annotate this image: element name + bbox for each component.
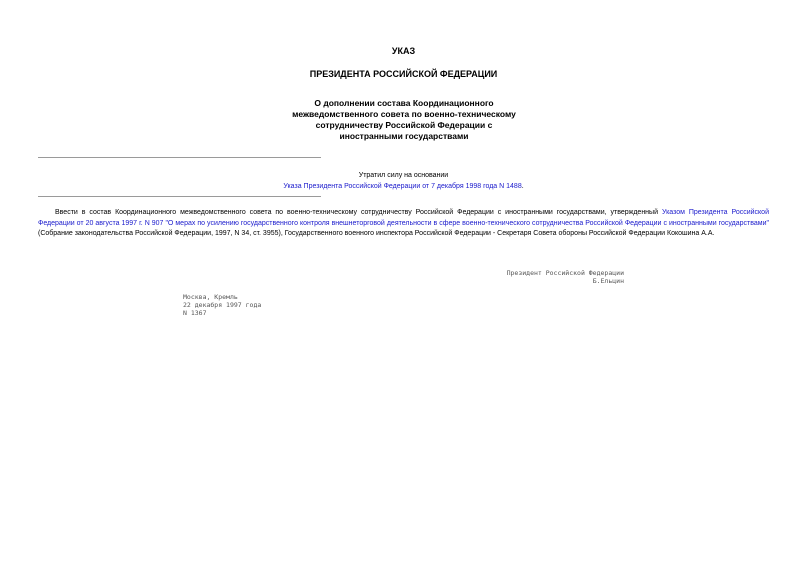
repeal-note-label: Утратил силу на основании bbox=[358, 172, 449, 179]
divider-top bbox=[38, 157, 321, 158]
signing-date: 22 декабря 1997 года bbox=[183, 301, 262, 309]
divider-bottom bbox=[38, 196, 321, 197]
subject-line: сотрудничеству Российской Федерации с bbox=[315, 120, 493, 130]
body-text-start: Ввести в состав Координационного межведомственного совета по военно-техническому сотрудничеству Российской Федерации с иностранными государствами, утвержденный bbox=[55, 209, 662, 216]
repeal-note-reference bbox=[0, 181, 807, 192]
repeal-decree-link[interactable]: Указа Президента Российской Федерации от 7 декабря 1998 года N 1488 bbox=[283, 183, 522, 190]
issuer-heading: ПРЕЗИДЕНТА РОССИЙСКОЙ ФЕДЕРАЦИИ bbox=[309, 69, 498, 79]
subject-line: О дополнении состава Координационного bbox=[314, 98, 494, 108]
decree-number: N 1367 bbox=[183, 309, 207, 317]
decree-907-link[interactable]: Указом Президента Российской Федерации от 20 августа 1997 г. N 907 "О мерах по усилению государственного контроля внешнеторговой деятельности в сфере военно-технического сотрудничества Российской Федерации с иностранными государствами" bbox=[38, 209, 769, 227]
subject-line: иностранными государствами bbox=[339, 131, 469, 141]
document-subject bbox=[268, 98, 540, 142]
body-text-end: (Собрание законодательства Российской Федерации, 1997, N 34, ст. 3955), Государственного военного инспектора Российской Федерации - Секретаря Совета обороны Российской Федерации Кокошина А.А. bbox=[38, 230, 715, 237]
repeal-note-suffix: . bbox=[521, 183, 524, 190]
subject-line: межведомственного совета по военно-техническому bbox=[292, 109, 516, 119]
repeal-note bbox=[0, 170, 807, 192]
signing-place: Москва, Кремль bbox=[183, 293, 238, 301]
body-paragraph bbox=[38, 208, 769, 240]
signatory-name: Б.Ельцин bbox=[592, 277, 624, 285]
signatory-title: Президент Российской Федерации bbox=[506, 269, 624, 277]
document-type-heading: УКАЗ bbox=[391, 46, 416, 56]
